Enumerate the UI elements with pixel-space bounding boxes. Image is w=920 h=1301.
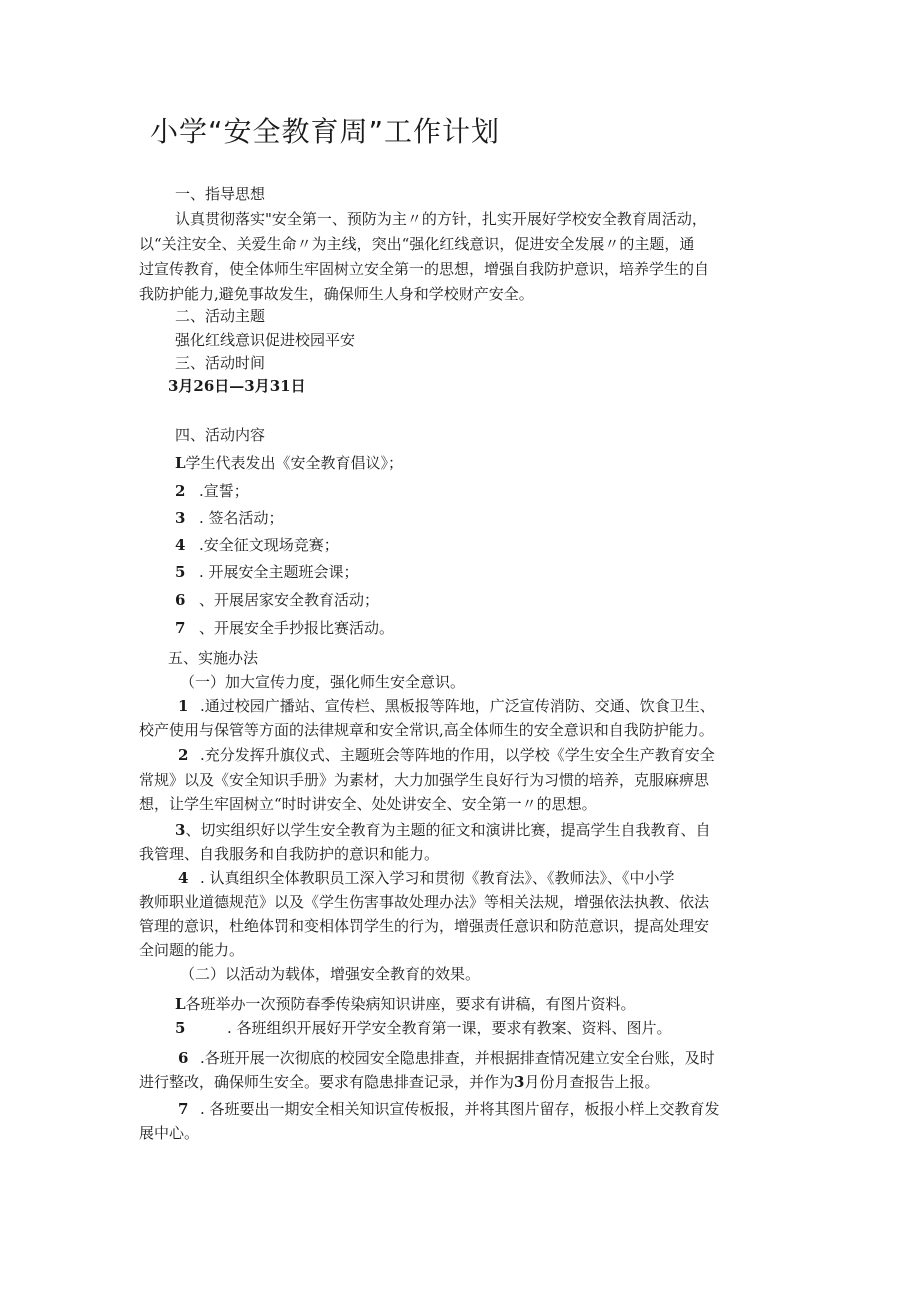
- paragraph-line: [178, 1097, 720, 1121]
- list-text: 、开展居家安全教育活动；: [199, 591, 380, 609]
- item-text: 各班举办一次预防春季传染病知识讲座，要求有讲稿，有图片资料。: [185, 995, 636, 1013]
- list-number: 6: [175, 591, 186, 609]
- list-item: [175, 616, 394, 640]
- item-text: . 认真组织全体教职员工深入学习和贯彻《教育法》、《教师法》、《中小学: [200, 869, 675, 887]
- paragraph-line: [175, 992, 636, 1016]
- paragraph-line: [178, 743, 715, 767]
- paragraph-line: 我防护能力,避免事故发生，确保师生人身和学校财产安全。: [139, 285, 534, 303]
- item-number: 3: [514, 1073, 525, 1091]
- list-item: [175, 506, 284, 530]
- paragraph-line: [175, 1016, 672, 1040]
- subsection-heading: （一）加大宣传力度，强化师生安全意识。: [180, 673, 466, 691]
- paragraph-line: 教师职业道德规范》以及《学生伤害事故处理办法》等相关法规，增强依法执教、依法: [139, 893, 710, 911]
- paragraph-line: 以“关注安全、关爱生命〃为主线，突出“强化红线意识，促进安全发展〃的主题，通: [139, 235, 695, 253]
- item-number: 3: [175, 821, 186, 839]
- section-heading: 二、活动主题: [175, 307, 266, 325]
- list-text: . 开展安全主题班会课；: [199, 563, 359, 581]
- list-text: .安全征文现场竞赛；: [199, 536, 339, 554]
- list-item: [175, 588, 379, 612]
- subsection-heading: （二）以活动为载体，增强安全教育的效果。: [180, 965, 481, 983]
- list-text: 学生代表发出《安全教育倡议》；: [185, 454, 404, 472]
- item-number: 4: [178, 869, 189, 887]
- item-text: .通过校园广播站、宣传栏、黑板报等阵地，广泛宣传消防、交通、饮食卫生、: [200, 697, 715, 715]
- paragraph-line: [139, 1070, 659, 1094]
- item-text: 月份月查报告上报。: [524, 1073, 660, 1091]
- item-text: .各班开展一次彻底的校园安全隐患排查，并根据排查情况建立安全台账，及时: [200, 1049, 715, 1067]
- item-number: 2: [178, 746, 189, 764]
- list-text: . 签名活动；: [199, 509, 284, 527]
- item-text: 进行整改，确保师生安全。要求有隐患排查记录，并作为: [139, 1073, 515, 1091]
- item-text: . 各班要出一期安全相关知识宣传板报，并将其图片留存，板报小样上交教育发: [200, 1100, 720, 1118]
- paragraph-line: 展中心。: [139, 1124, 200, 1142]
- item-number: 5: [175, 1019, 186, 1037]
- list-text: 、开展安全手抄报比赛活动。: [199, 619, 395, 637]
- item-text: . 各班组织开展好开学安全教育第一课，要求有教案、资料、图片。: [227, 1019, 672, 1037]
- list-number: L: [175, 454, 186, 472]
- item-text: 、切实组织好以学生安全教育为主题的征文和演讲比赛，提高学生自我教育、自: [185, 821, 711, 839]
- paragraph-line: [175, 818, 710, 842]
- section-heading: 一、指导思想: [175, 185, 266, 203]
- item-number: 7: [178, 1100, 189, 1118]
- paragraph-line: [178, 866, 675, 890]
- paragraph-line: 全问题的能力。: [139, 941, 245, 959]
- paragraph-line: 想，让学生牢固树立“时时讲安全、处处讲安全、安全第一〃的思想。: [139, 795, 597, 813]
- paragraph-line: 校产使用与保管等方面的法律规章和安全常识,高全体师生的安全意识和自我防护能力。: [139, 721, 714, 739]
- section-heading: 五、实施办法: [168, 649, 259, 667]
- paragraph-line: 管理的意识，杜绝体罚和变相体罚学生的行为，增强责任意识和防范意识，提高处理安: [139, 917, 710, 935]
- paragraph-line: 过宣传教育，使全体师生牢固树立安全第一的思想，增强自我防护意识，培养学生的自: [139, 260, 710, 278]
- item-number: 6: [178, 1049, 189, 1067]
- paragraph-line: [178, 1046, 715, 1070]
- paragraph-line: [178, 694, 715, 718]
- item-text: .充分发挥升旗仪式、主题班会等阵地的作用，以学校《学生安全生产教育安全: [200, 746, 715, 764]
- list-item: [175, 560, 359, 584]
- list-item: [175, 479, 249, 503]
- list-number: 3: [175, 509, 186, 527]
- section-heading: 三、活动时间: [175, 354, 266, 372]
- paragraph-line: 我管理、自我服务和自我防护的意识和能力。: [139, 845, 440, 863]
- activity-dates: 3月26日—3月31日: [168, 377, 306, 395]
- paragraph-line: 认真贯彻落实"安全第一、预防为主〃的方针，扎实开展好学校安全教育周活动，: [175, 210, 707, 228]
- item-number: L: [175, 995, 186, 1013]
- list-item: [175, 533, 339, 557]
- section-heading: 四、活动内容: [175, 426, 266, 444]
- list-text: .宣誓；: [199, 482, 249, 500]
- list-number: 7: [175, 619, 186, 637]
- page-title: 小学“安全教育周”工作计划: [150, 115, 501, 148]
- paragraph-line: 常规》以及《安全知识手册》为素材，大力加强学生良好行为习惯的培养，克服麻痹思: [139, 771, 710, 789]
- paragraph-line: 强化红线意识促进校园平安: [175, 331, 356, 349]
- list-number: 5: [175, 563, 186, 581]
- list-number: 4: [175, 536, 186, 554]
- item-number: 1: [178, 697, 189, 715]
- list-item: [175, 451, 403, 475]
- list-number: 2: [175, 482, 186, 500]
